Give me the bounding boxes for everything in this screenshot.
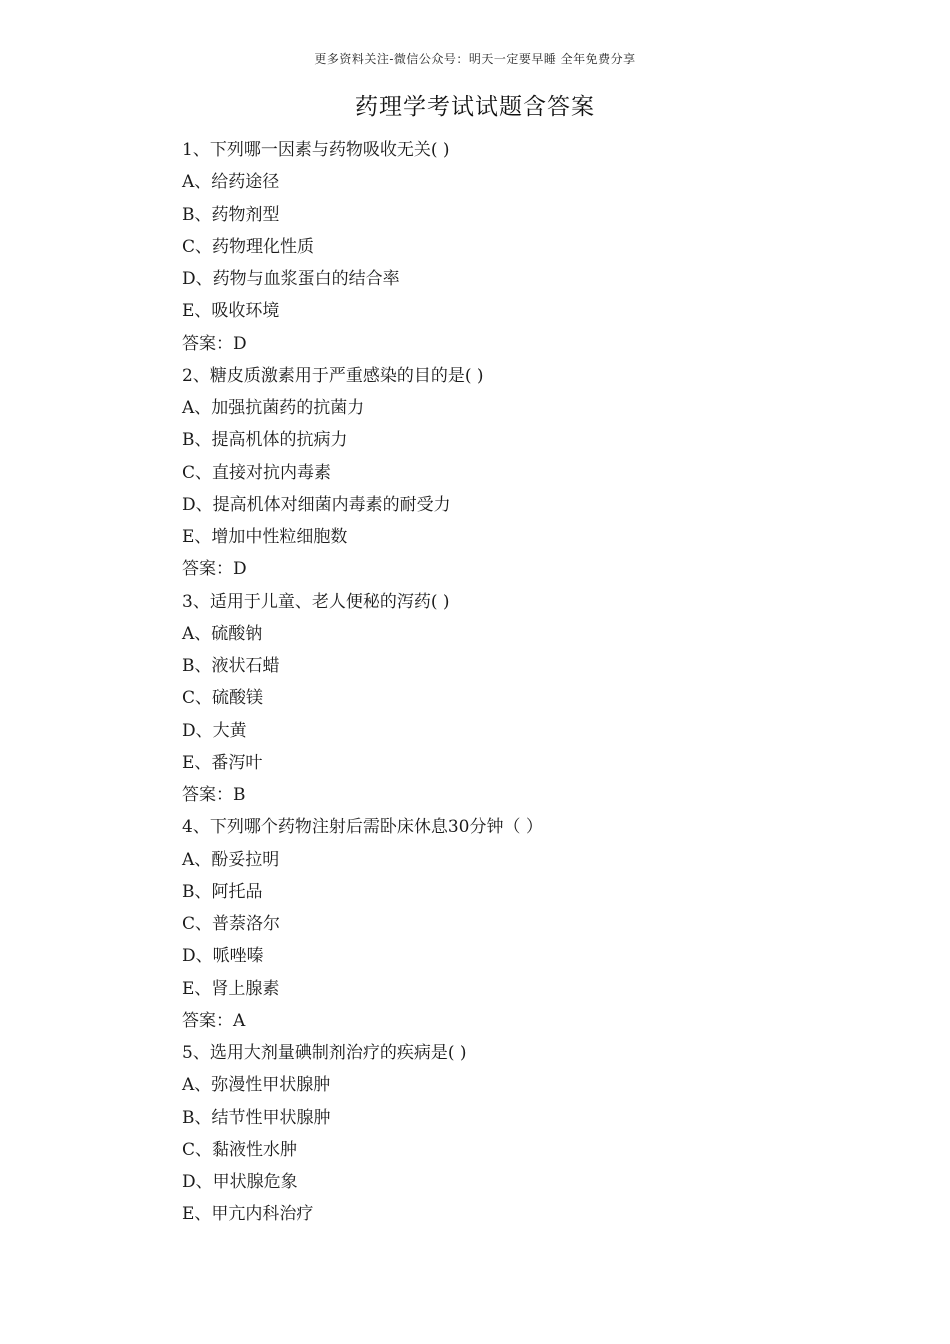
option-a: A、弥漫性甲状腺肿 (182, 1075, 331, 1096)
option-c: C、硫酸镁 (182, 688, 264, 709)
option-b: B、阿托品 (182, 881, 263, 902)
question-stem: 2、糖皮质激素用于严重感染的目的是( ) (182, 365, 484, 386)
question-stem: 5、选用大剂量碘制剂治疗的疾病是( ) (182, 1043, 467, 1063)
option-a: A、加强抗菌药的抗菌力 (182, 398, 365, 418)
option-c: C、黏液性水肿 (182, 1139, 298, 1160)
option-b: B、药物剂型 (182, 204, 280, 225)
option-e: E、肾上腺素 (182, 978, 280, 999)
option-b: B、液状石蜡 (182, 656, 280, 676)
question-list (182, 134, 882, 1231)
option-e: E、吸收环境 (182, 301, 280, 322)
question-stem: 4、下列哪个药物注射后需卧床休息30分钟（ ） (182, 817, 543, 838)
option-c: C、普萘洛尔 (182, 914, 281, 934)
option-d: D、甲状腺危象 (182, 1172, 298, 1192)
option-d: D、哌唑嗪 (182, 946, 264, 967)
option-c: C、药物理化性质 (182, 236, 315, 257)
question-stem: 3、适用于儿童、老人便秘的泻药( ) (182, 591, 450, 612)
option-a: A、酚妥拉明 (182, 849, 280, 870)
header-note: 更多资料关注-微信公众号：明天一定要早睡 全年免费分享 (314, 52, 636, 66)
option-e: E、甲亢内科治疗 (182, 1204, 314, 1225)
answer-line: 答案：A (182, 1010, 246, 1031)
option-d: D、提高机体对细菌内毒素的耐受力 (182, 494, 451, 515)
option-e: E、番泻叶 (182, 752, 263, 773)
option-b: B、提高机体的抗病力 (182, 430, 348, 451)
answer-line: 答案：B (182, 785, 246, 805)
option-e: E、增加中性粒细胞数 (182, 527, 348, 547)
option-a: A、给药途径 (182, 172, 280, 193)
page-title: 药理学考试试题含答案 (355, 94, 595, 120)
option-d: D、大黄 (182, 720, 247, 741)
option-a: A、硫酸钠 (182, 623, 263, 644)
answer-line: 答案：D (182, 559, 247, 580)
option-c: C、直接对抗内毒素 (182, 462, 332, 483)
question-stem: 1、下列哪一因素与药物吸收无关( ) (182, 140, 450, 160)
option-d: D、药物与血浆蛋白的结合率 (182, 269, 400, 289)
answer-line: 答案：D (182, 333, 247, 354)
option-b: B、结节性甲状腺肿 (182, 1107, 331, 1128)
